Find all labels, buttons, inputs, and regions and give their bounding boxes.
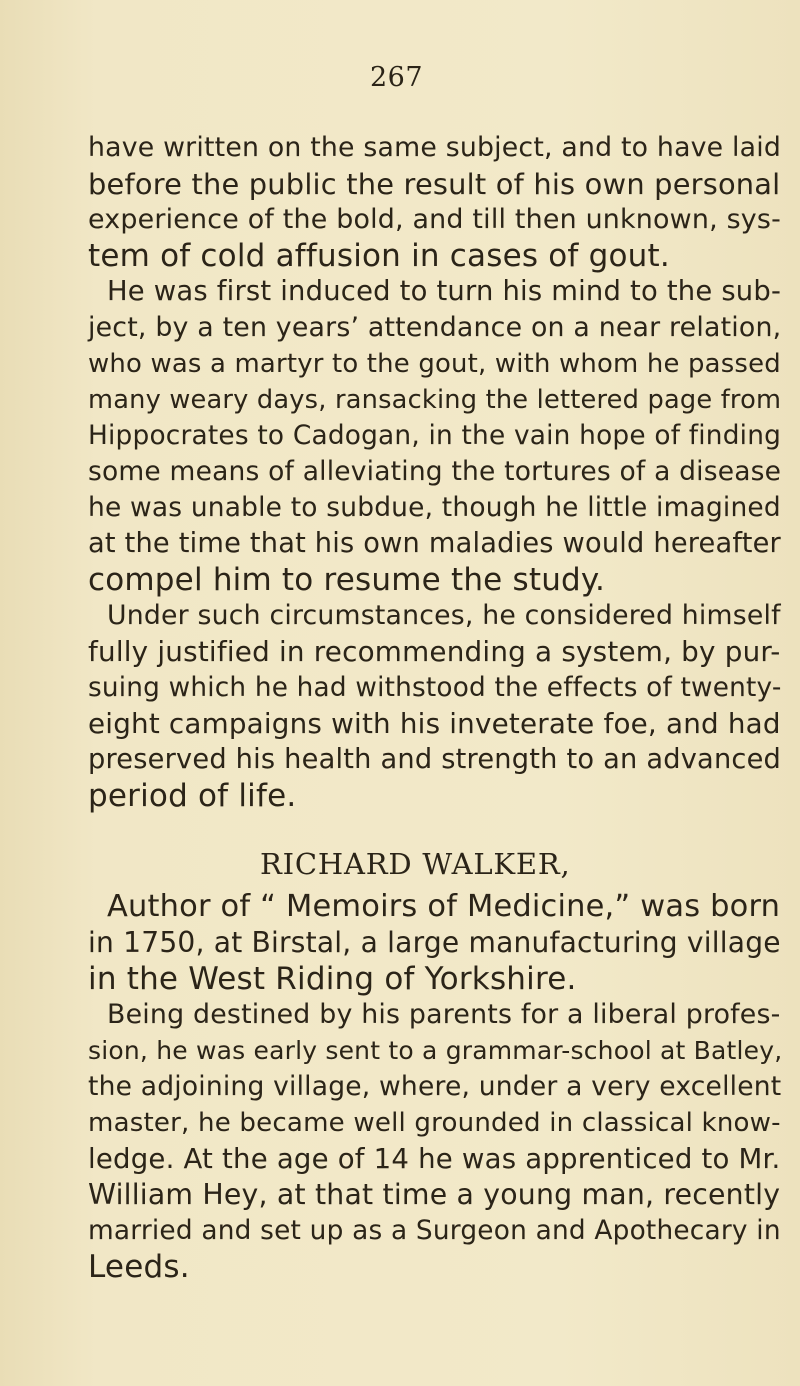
text-line: ledge. At the age of 14 he was apprenticed to Mr. — [88, 1142, 781, 1175]
text-line: have written on the same subject, and to have laid — [88, 132, 782, 163]
text-line: master, he became well grounded in classical know- — [88, 1108, 781, 1138]
text-line: Being destined by his parents for a liberal profes- — [107, 999, 781, 1030]
text-line: he was unable to subdue, though he little imagined — [88, 492, 781, 523]
text-line: before the public the result of his own personal — [88, 167, 781, 201]
text-line: some means of alleviating the tortures of a disease — [88, 456, 782, 487]
page-number: 267 — [370, 62, 424, 93]
text-line: tem of cold affusion in cases of gout. — [88, 238, 670, 274]
text-line: the adjoining village, where, under a very excellent — [88, 1071, 782, 1102]
text-line: at the time that his own maladies would hereafter — [88, 528, 781, 559]
text-line: Hippocrates to Cadogan, in the vain hope of finding — [88, 421, 782, 451]
text-line: who was a martyr to the gout, with whom he passed — [88, 349, 781, 379]
text-line: Leeds. — [88, 1249, 190, 1285]
text-line: many weary days, ransacking the lettered page from — [88, 385, 782, 415]
text-line: eight campaigns with his inveterate foe, and had — [88, 707, 781, 740]
text-line: married and set up as a Surgeon and Apothecary in — [88, 1216, 781, 1246]
text-line: William Hey, at that time a young man, recently — [88, 1178, 781, 1211]
text-line: period of life. — [88, 778, 297, 814]
text-line: experience of the bold, and till then unknown, sys- — [88, 204, 781, 235]
text-line: compel him to resume the study. — [88, 562, 606, 598]
text-line: Under such circumstances, he considered himself — [107, 600, 781, 631]
text-line: sion, he was early sent to a grammar-school at Batley, — [88, 1036, 783, 1065]
text-line: suing which he had withstood the effects of twenty- — [88, 673, 782, 703]
text-line: fully justified in recommending a system, by pur- — [88, 635, 781, 668]
text-line: Author of “ Memoirs of Medicine,” was born — [107, 889, 781, 924]
text-line: preserved his health and strength to an advanced — [88, 744, 782, 775]
section-heading: RICHARD WALKER, — [260, 847, 571, 881]
text-line: in 1750, at Birstal, a large manufacturing village — [88, 926, 781, 959]
text-line: in the West Riding of Yorkshire. — [88, 961, 577, 997]
text-line: He was first induced to turn his mind to the sub- — [107, 276, 782, 307]
text-line: ject, by a ten years’ attendance on a near relation, — [88, 312, 782, 343]
